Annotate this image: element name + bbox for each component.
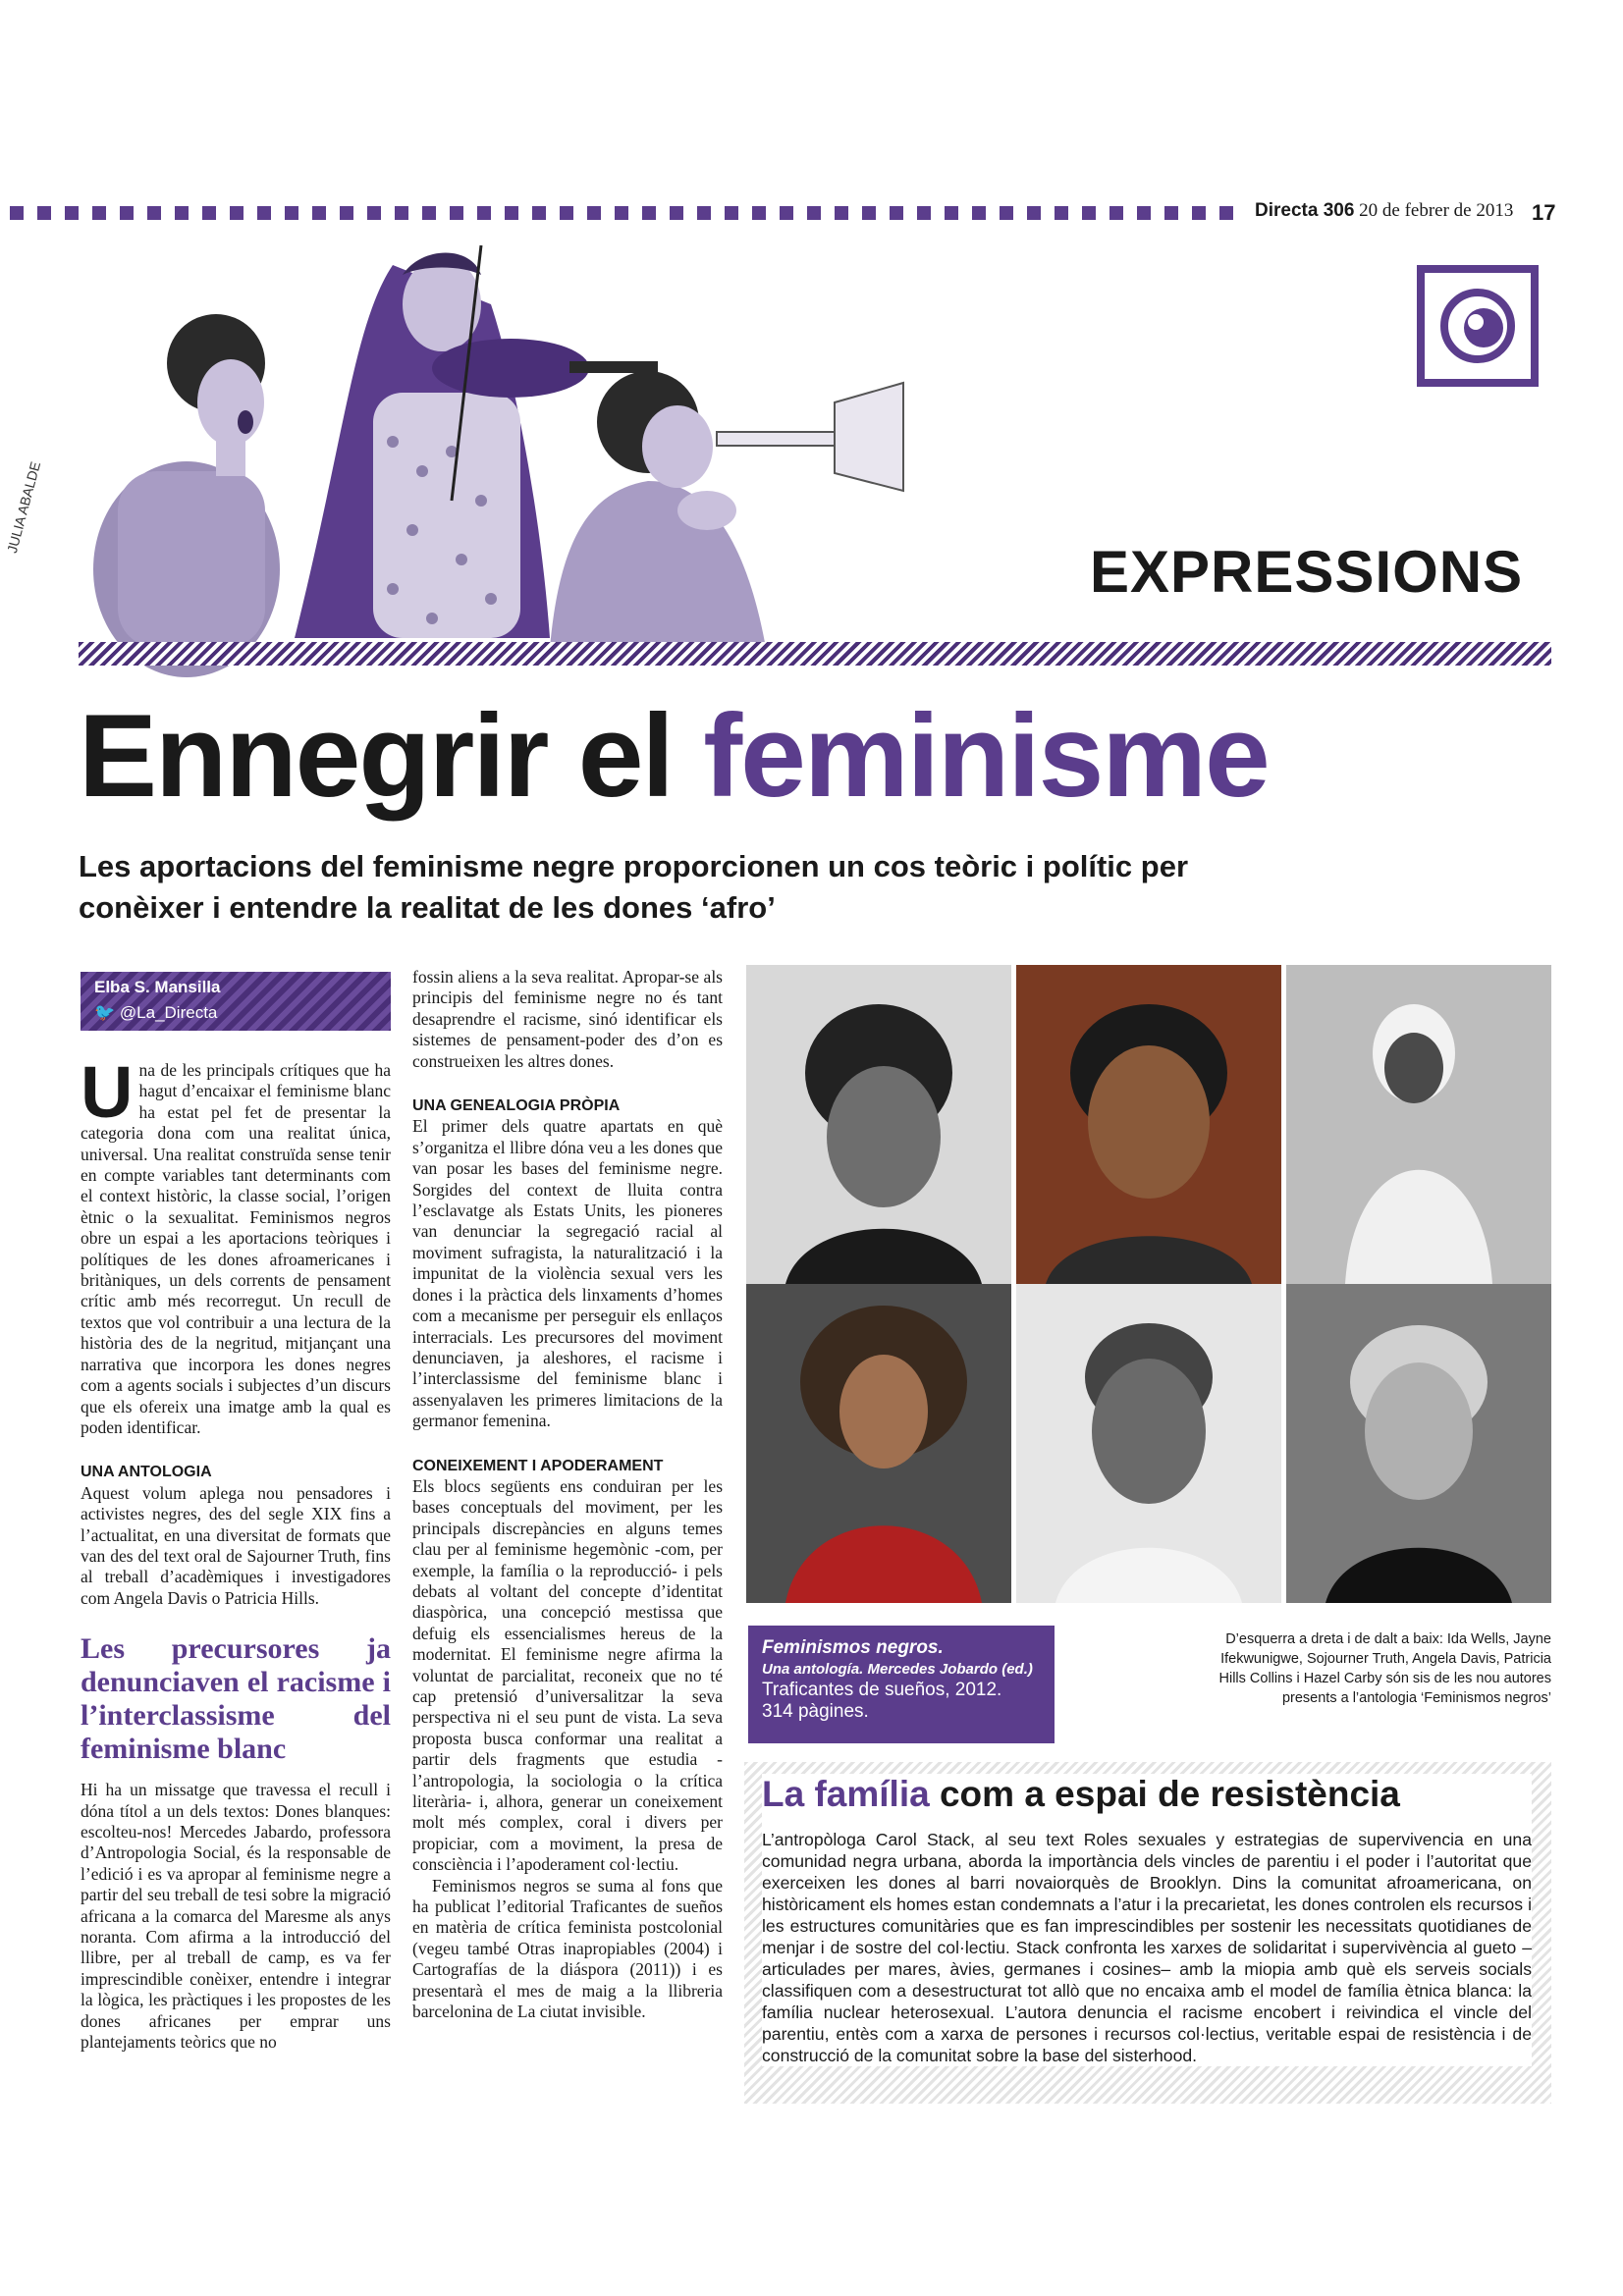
portrait-ida-wells: [746, 965, 1011, 1284]
photo-caption: D’esquerra a dreta i de dalt a baix: Ida Wells, Jayne Ifekwunigwe, Sojourner Truth, Angela Davis, Patricia Hills Collins i Hazel Carby són sis de les nou autores presents a l’antologia ‘Feminismos negros’: [1218, 1631, 1551, 1706]
page-number: 17: [1532, 200, 1556, 225]
book-pages: 314 pàgines.: [762, 1701, 869, 1722]
intro-paragraph: [81, 1051, 391, 1438]
paragraph-antologia: Aquest volum aplega nou pensadores i activistes negres, des del segle XIX fins a l’actualitat, en una diversitat de formats que van des del text oral de Sajourner Truth, fins al treball d’acadèmiques i investigadores com Angela Davis o Patricia Hills.: [81, 1482, 391, 1608]
sidebar-title: [762, 1774, 1532, 1815]
subhead-genealogia: UNA GENEALOGIA PRÒPIA: [412, 1097, 621, 1115]
portrait-angela-davis: [746, 1284, 1011, 1603]
book-publisher: Traficantes de sueños, 2012.: [762, 1680, 1002, 1700]
singer-figure: [93, 314, 280, 677]
column-2: [412, 967, 723, 2023]
sidebar-title-black: com a espai de resistència: [939, 1774, 1400, 1814]
headline-black: Ennegrir el: [79, 690, 673, 822]
subhead-coneixement: CONEIXEMENT I APODERAMENT: [412, 1457, 664, 1474]
paragraph-continuation: fossin aliens a la seva realitat. Apropar-se als principis del feminisme negre no és tant desaprendre el racisme, sinó identificar els sistemes de pensament-poder des d’on es construeixen les altres dones.: [412, 967, 723, 1071]
portrait-hazel-carby: [1286, 1284, 1551, 1603]
trumpeter-figure: [550, 371, 903, 648]
illustration-hatch-rule: [79, 642, 1551, 666]
book-title: Feminismos negros.: [762, 1637, 944, 1658]
book-info-box: [748, 1626, 1055, 1743]
portrait-grid: [746, 965, 1551, 1603]
subheadline: Les aportacions del feminisme negre proporcionen un cos teòric i polític per conèixer i entendre la realitat de les dones ‘afro’: [79, 849, 1189, 925]
author-name: Elba S. Mansilla: [94, 978, 221, 996]
issue-date: 20 de febrer de 2013: [1359, 200, 1514, 221]
paragraph-mercedes: Hi ha un missatge que travessa el recull i dóna títol a un dels textos: Dones blanques: escolteu-nos! Mercedes Jabardo, professora d’Antropologia Social, és la responsable de l’edició i es va apropar al feminisme negre a partir del seu treball de tesi sobre la migració africana a la comarca del Maresme als anys noranta. Com afirma a la introducció del llibre, per al treball de camp, es va fer imprescindible conèixer, entendre i integrar la lògica, les pràctiques i les propostes de les dones africanes per emprar uns plantejaments teòrics que no: [81, 1780, 391, 2053]
eye-logo-icon: [1425, 273, 1531, 379]
subhead-una-antologia: UNA ANTOLOGIA: [81, 1464, 212, 1481]
headline: [79, 690, 1269, 822]
illustrator-credit: JULIA ABALDE: [3, 459, 44, 556]
publication-name: Directa 306: [1255, 200, 1355, 221]
header-publication-line: [1255, 200, 1513, 222]
sidebar-inner: [762, 1774, 1532, 2066]
header-dotted-rule: [10, 206, 1237, 220]
paragraph-editorial: Feminismos negros se suma al fons que ha publicat l’editorial Traficantes de sueños en matèria de crítica feminista postcolonial (vegeu també Otras inapropiables (2004) i Cartografías de la diáspora (2011)) i es presentarà el mes de maig a la llibreria barcelonina de La ciutat invisible.: [412, 1875, 723, 2022]
headline-purple: feminisme: [703, 690, 1269, 822]
portrait-patricia-hills-collins: [1016, 1284, 1281, 1603]
twitter-bird-icon: 🐦: [94, 1003, 116, 1022]
paragraph-coneixement: Els blocs següents ens conduiran per les bases conceptuals del moviment, per les principals discrepàncies en alguns temes clau per al feminisme hegemònic -com, per exemple, la família o la reproducció- i pels debats al voltant del concepte d’identitat diaspòrica, una concepció mestissa que defuig els essencialismes hereus de la modernitat. El feminisme negre afirma la voluntat de parcialitat, reconeix que no té cap pretensió d’universalitzar la seva perspectiva ni el seu punt de vista. La seva proposta busca conformar una realitat a partir dels fragments que estudia - l’antropologia, la sociologia o la crítica literària- i, alhora, generar un coneixement molt més complex, coral i divers per propiciar, com a moviment, la presa de consciència i l’apoderament col·lectiu.: [412, 1475, 723, 1875]
section-logo: [1417, 265, 1539, 387]
column-1: [81, 1051, 391, 2053]
drop-cap: U: [81, 1051, 134, 1133]
sidebar-box: [744, 1762, 1551, 2104]
portrait-jayne-ifekwunigwe: [1016, 965, 1281, 1284]
sidebar-text: L’antropòloga Carol Stack, al seu text Roles sexuales y estrategias de supervivencia en una comunidad negra urbana, aborda la importància dels vincles de parentiu i el poder i l’autoritat que exerceixen les dones al barri novaiorquès de Brooklyn. Dins la comunitat afroamericana, on històricament els homes estan condemnats a l’atur i la precarietat, les dones controlen els recursos i les estructures comunitàries que es fan imprescindibles per sostenir les necessitats quotidianes de menjar i de sostre del col·lectiu. Stack confronta les xarxes de solidaritat i supervivència al gueto –articulades per mares, àvies, germanes i cosines– amb la miopia amb què els serveis socials classifiquen com a desestructurat tot allò que no encaixa amb el model de família ètnica blanca: la família nuclear heterosexual. L’autora denuncia el racisme encobert i reivindica el vincle del parentiu, entès com a xarxa de persones i recursos col·lectius, veritable espai de resistència i de construcció de la comunitat sobre la base del sisterhood.: [762, 1830, 1532, 2065]
author-handle[interactable]: [94, 1003, 217, 1023]
author-handle-text: @La_Directa: [119, 1003, 218, 1022]
intro-text: na de les principals crítiques que ha hagut d’encaixar el feminisme blanc ha estat pel fet de presentar la categoria dona com una realitat única, universal. Una realitat construïda sense tenir en compte variables tant determinants com el context històric, la classe social, l’origen ètnic o la sexualitat. Feminismos negros obre un espai a les aportacions teòriques i polítiques de les dones afroamericanes i britàniques, un dels corrents de pensament crític amb més recorregut. Un recull de textos que vol contribuir a una lectura de la història des de la negritud, mitjançant una narrativa que incorpora les dones negres com a agents socials i subjectes d’un discurs que els ofereix una imatge amb la qual es poden identificar.: [81, 1060, 391, 1437]
pull-quote: Les precursores ja denunciaven el racisme i l’interclassisme del feminisme blanc: [81, 1632, 391, 1766]
section-title: EXPRESSIONS: [1090, 539, 1524, 605]
book-subtitle: Una antología. Mercedes Jobardo (ed.): [762, 1661, 1033, 1678]
author-box: [81, 972, 391, 1031]
portrait-sojourner-truth: [1286, 965, 1551, 1284]
sidebar-title-purple: La família: [762, 1774, 930, 1814]
paragraph-genealogia: El primer dels quatre apartats en què s’organitza el llibre dóna veu a les dones que van posar les bases del feminisme negre. Sorgides del context de lluita contra l’esclavatge als Estats Units, les pioneres van denunciar la segregació racial al moviment sufragista, la naturalització i la impunitat de la violència sexual vers les dones i la pràctica dels linxaments d’homes com a mecanisme per perseguir els enllaços interracials. Les precursores del moviment denunciaven, ja aleshores, el racisme i l’interclassisme del feminisme blanc i assenyalaven les primeres limitacions de la germanor femenina.: [412, 1116, 723, 1431]
